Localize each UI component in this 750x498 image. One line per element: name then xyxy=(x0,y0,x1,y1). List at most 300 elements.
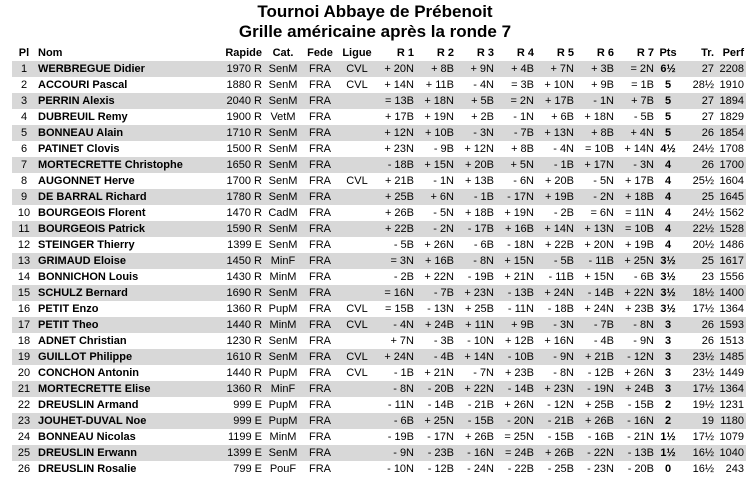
cell-round-1: + 20N xyxy=(376,61,416,77)
cell-federation: FRA xyxy=(302,445,338,461)
cell-round-7: + 22N xyxy=(616,285,656,301)
cell-category: MinF xyxy=(264,253,302,269)
cell-rating: 1710 R xyxy=(212,125,264,141)
cell-name: STEINGER Thierry xyxy=(36,237,212,253)
cell-name: CONCHON Antonin xyxy=(36,365,212,381)
cell-round-7: + 7B xyxy=(616,93,656,109)
cell-points: 5 xyxy=(656,125,680,141)
cell-rating: 1700 R xyxy=(212,173,264,189)
cell-round-3: - 8N xyxy=(456,253,496,269)
cell-name: BOURGEOIS Patrick xyxy=(36,221,212,237)
cell-round-1: - 11N xyxy=(376,397,416,413)
cell-round-1: + 22B xyxy=(376,221,416,237)
cell-round-3: + 9N xyxy=(456,61,496,77)
cell-round-1: + 7N xyxy=(376,333,416,349)
header-performance: Perf xyxy=(722,47,744,59)
header-round-3: R 3 xyxy=(476,47,494,59)
cell-federation: FRA xyxy=(302,157,338,173)
cell-federation: FRA xyxy=(302,109,338,125)
table-row xyxy=(12,285,746,301)
cell-round-5: - 8N xyxy=(536,365,576,381)
cell-name: BONNEAU Nicolas xyxy=(36,429,212,445)
cell-round-4: - 13B xyxy=(496,285,536,301)
cell-rating: 1590 R xyxy=(212,221,264,237)
cell-round-4: - 10B xyxy=(496,349,536,365)
cell-place: 8 xyxy=(12,173,36,189)
cell-name: PERRIN Alexis xyxy=(36,93,212,109)
cell-place: 3 xyxy=(12,93,36,109)
cell-rating: 1399 E xyxy=(212,237,264,253)
cell-round-4: + 16B xyxy=(496,221,536,237)
cell-name: PETIT Enzo xyxy=(36,301,212,317)
cell-round-6: - 1N xyxy=(576,93,616,109)
table-row xyxy=(12,413,746,429)
cell-rating: 1450 R xyxy=(212,253,264,269)
cell-category: CadM xyxy=(264,205,302,221)
table-row xyxy=(12,157,746,173)
cell-round-2: - 1N xyxy=(416,173,456,189)
cell-name: DREUSLIN Rosalie xyxy=(36,461,212,477)
cell-performance: 1910 xyxy=(716,77,746,93)
cell-tiebreak: 24½ xyxy=(680,141,716,157)
cell-round-5: + 23N xyxy=(536,381,576,397)
cell-round-1: - 2B xyxy=(376,269,416,285)
cell-round-5: - 12N xyxy=(536,397,576,413)
header-round-6: R 6 xyxy=(596,47,614,59)
cell-league xyxy=(338,93,376,109)
cell-federation: FRA xyxy=(302,397,338,413)
cell-performance: 1231 xyxy=(716,397,746,413)
cell-round-3: + 2B xyxy=(456,109,496,125)
cell-category: MinM xyxy=(264,429,302,445)
cell-round-7: - 16N xyxy=(616,413,656,429)
cell-tiebreak: 20½ xyxy=(680,237,716,253)
cell-round-3: + 5B xyxy=(456,93,496,109)
cell-name: BONNEAU Alain xyxy=(36,125,212,141)
cell-round-4: + 15N xyxy=(496,253,536,269)
cell-place: 17 xyxy=(12,317,36,333)
cell-round-7: = 1B xyxy=(616,77,656,93)
cell-round-7: - 3N xyxy=(616,157,656,173)
cell-category: SenM xyxy=(264,349,302,365)
cell-round-1: + 14N xyxy=(376,77,416,93)
cell-name: ADNET Christian xyxy=(36,333,212,349)
table-row xyxy=(12,349,746,365)
cell-round-1: = 13B xyxy=(376,93,416,109)
cell-round-2: - 17N xyxy=(416,429,456,445)
cell-performance: 1449 xyxy=(716,365,746,381)
cell-place: 9 xyxy=(12,189,36,205)
cell-round-5: - 4N xyxy=(536,141,576,157)
cell-performance: 1617 xyxy=(716,253,746,269)
cell-round-6: - 16B xyxy=(576,429,616,445)
cell-points: 5 xyxy=(656,77,680,93)
header-category: Cat. xyxy=(272,47,294,59)
cell-federation: FRA xyxy=(302,173,338,189)
cell-round-6: - 22N xyxy=(576,445,616,461)
cell-round-7: - 13B xyxy=(616,445,656,461)
cell-round-4: + 21N xyxy=(496,269,536,285)
cell-tiebreak: 26 xyxy=(680,125,716,141)
cell-round-6: = 6N xyxy=(576,205,616,221)
header-tiebreak: Tr. xyxy=(701,47,714,59)
cell-round-5: + 20B xyxy=(536,173,576,189)
cell-round-1: - 5B xyxy=(376,237,416,253)
cell-tiebreak: 25 xyxy=(680,189,716,205)
cell-federation: FRA xyxy=(302,77,338,93)
table-row xyxy=(12,429,746,445)
cell-place: 14 xyxy=(12,269,36,285)
cell-tiebreak: 17½ xyxy=(680,429,716,445)
cell-federation: FRA xyxy=(302,365,338,381)
cell-rating: 1230 R xyxy=(212,333,264,349)
table-row xyxy=(12,205,746,221)
cell-performance: 1485 xyxy=(716,349,746,365)
cell-name: GRIMAUD Eloise xyxy=(36,253,212,269)
cell-tiebreak: 16½ xyxy=(680,445,716,461)
cell-performance: 1364 xyxy=(716,301,746,317)
cell-league xyxy=(338,253,376,269)
cell-round-1: - 10N xyxy=(376,461,416,477)
cell-name: DREUSLIN Erwann xyxy=(36,445,212,461)
cell-category: MinM xyxy=(264,317,302,333)
cell-points: 3½ xyxy=(656,253,680,269)
cell-performance: 1894 xyxy=(716,93,746,109)
cell-round-4: - 7B xyxy=(496,125,536,141)
header-round-4: R 4 xyxy=(516,47,534,59)
cell-round-4: + 19N xyxy=(496,205,536,221)
cell-rating: 1880 R xyxy=(212,77,264,93)
cell-round-5: + 16N xyxy=(536,333,576,349)
cell-rating: 1650 R xyxy=(212,157,264,173)
cell-round-4: - 20N xyxy=(496,413,536,429)
header-row xyxy=(12,45,746,61)
cell-league xyxy=(338,205,376,221)
cell-league: CVL xyxy=(338,365,376,381)
cell-league xyxy=(338,429,376,445)
table-row xyxy=(12,445,746,461)
cell-round-2: - 14B xyxy=(416,397,456,413)
cell-points: 1½ xyxy=(656,445,680,461)
cell-league xyxy=(338,141,376,157)
cell-rating: 1440 R xyxy=(212,317,264,333)
table-row xyxy=(12,237,746,253)
cell-round-2: - 4B xyxy=(416,349,456,365)
cell-federation: FRA xyxy=(302,461,338,477)
cell-round-4: + 23B xyxy=(496,365,536,381)
table-row xyxy=(12,221,746,237)
cell-league xyxy=(338,269,376,285)
cell-place: 15 xyxy=(12,285,36,301)
table-body xyxy=(12,61,746,477)
cell-tiebreak: 24½ xyxy=(680,205,716,221)
cell-federation: FRA xyxy=(302,125,338,141)
header-league: Ligue xyxy=(342,47,372,59)
cell-points: 3 xyxy=(656,365,680,381)
cell-tiebreak: 23½ xyxy=(680,349,716,365)
cell-tiebreak: 27 xyxy=(680,109,716,125)
cell-rating: 999 E xyxy=(212,413,264,429)
cell-round-6: + 17N xyxy=(576,157,616,173)
cell-rating: 1780 R xyxy=(212,189,264,205)
cell-round-3: + 18B xyxy=(456,205,496,221)
cell-performance: 1364 xyxy=(716,381,746,397)
cell-round-5: + 26B xyxy=(536,445,576,461)
cell-federation: FRA xyxy=(302,93,338,109)
cell-round-1: - 4N xyxy=(376,317,416,333)
table-row xyxy=(12,253,746,269)
cell-round-1: = 3N xyxy=(376,253,416,269)
cell-category: MinM xyxy=(264,269,302,285)
cell-round-3: - 10N xyxy=(456,333,496,349)
cell-tiebreak: 25½ xyxy=(680,173,716,189)
cell-round-5: - 2B xyxy=(536,205,576,221)
cell-round-7: - 8N xyxy=(616,317,656,333)
cell-place: 6 xyxy=(12,141,36,157)
cell-round-3: - 15B xyxy=(456,413,496,429)
cell-rating: 1399 E xyxy=(212,445,264,461)
cell-place: 19 xyxy=(12,349,36,365)
table-row xyxy=(12,141,746,157)
cell-league xyxy=(338,237,376,253)
cell-category: SenM xyxy=(264,221,302,237)
cell-round-5: - 1B xyxy=(536,157,576,173)
cell-round-6: + 24N xyxy=(576,301,616,317)
cell-round-3: - 7N xyxy=(456,365,496,381)
cell-tiebreak: 22½ xyxy=(680,221,716,237)
cell-name: DUBREUIL Remy xyxy=(36,109,212,125)
cell-points: 4 xyxy=(656,189,680,205)
cell-place: 22 xyxy=(12,397,36,413)
cell-category: SenM xyxy=(264,141,302,157)
cell-category: SenM xyxy=(264,285,302,301)
cell-round-5: + 10N xyxy=(536,77,576,93)
cell-rating: 1900 R xyxy=(212,109,264,125)
cell-category: PupM xyxy=(264,365,302,381)
cell-round-4: - 14B xyxy=(496,381,536,397)
cell-round-4: = 2N xyxy=(496,93,536,109)
cell-round-2: + 15N xyxy=(416,157,456,173)
cell-round-7: + 23B xyxy=(616,301,656,317)
cell-round-6: - 4B xyxy=(576,333,616,349)
cell-round-1: - 8N xyxy=(376,381,416,397)
table-row xyxy=(12,269,746,285)
cell-tiebreak: 17½ xyxy=(680,301,716,317)
cell-round-2: + 24B xyxy=(416,317,456,333)
cell-federation: FRA xyxy=(302,141,338,157)
header-round-5: R 5 xyxy=(556,47,574,59)
cell-performance: 1400 xyxy=(716,285,746,301)
cell-tiebreak: 23 xyxy=(680,269,716,285)
cell-league: CVL xyxy=(338,61,376,77)
cell-round-7: = 11N xyxy=(616,205,656,221)
cell-place: 26 xyxy=(12,461,36,477)
cell-round-1: + 23N xyxy=(376,141,416,157)
cell-league xyxy=(338,109,376,125)
cell-round-3: + 26B xyxy=(456,429,496,445)
cell-category: VetM xyxy=(264,109,302,125)
cell-place: 7 xyxy=(12,157,36,173)
cell-rating: 1440 R xyxy=(212,365,264,381)
cell-round-4: - 1N xyxy=(496,109,536,125)
cell-round-2: + 16B xyxy=(416,253,456,269)
cell-round-1: + 17B xyxy=(376,109,416,125)
cell-performance: 2208 xyxy=(716,61,746,77)
cell-place: 11 xyxy=(12,221,36,237)
table-row xyxy=(12,301,746,317)
cell-round-6: + 9B xyxy=(576,77,616,93)
header-round-1: R 1 xyxy=(396,47,414,59)
cell-round-7: + 19B xyxy=(616,237,656,253)
cell-points: 3 xyxy=(656,349,680,365)
cell-place: 5 xyxy=(12,125,36,141)
cell-round-6: - 7B xyxy=(576,317,616,333)
header-name: Nom xyxy=(38,47,63,59)
cell-round-6: - 11B xyxy=(576,253,616,269)
cell-round-2: + 21N xyxy=(416,365,456,381)
cell-rating: 1360 R xyxy=(212,381,264,397)
cell-place: 16 xyxy=(12,301,36,317)
cell-rating: 1199 E xyxy=(212,429,264,445)
cell-round-2: + 10B xyxy=(416,125,456,141)
cell-rating: 1690 R xyxy=(212,285,264,301)
cell-federation: FRA xyxy=(302,61,338,77)
cell-category: MinF xyxy=(264,381,302,397)
cell-tiebreak: 27 xyxy=(680,61,716,77)
cell-round-2: + 19N xyxy=(416,109,456,125)
cell-federation: FRA xyxy=(302,413,338,429)
cell-round-5: - 11B xyxy=(536,269,576,285)
cell-place: 12 xyxy=(12,237,36,253)
cell-place: 13 xyxy=(12,253,36,269)
cell-federation: FRA xyxy=(302,221,338,237)
cell-points: 3 xyxy=(656,317,680,333)
cell-rating: 1970 R xyxy=(212,61,264,77)
table-row xyxy=(12,333,746,349)
cell-name: BOURGEOIS Florent xyxy=(36,205,212,221)
cell-round-4: + 5N xyxy=(496,157,536,173)
cell-rating: 1500 R xyxy=(212,141,264,157)
cell-rating: 1430 R xyxy=(212,269,264,285)
cell-round-3: + 14N xyxy=(456,349,496,365)
header-points: Pts xyxy=(659,47,677,59)
cell-category: SenM xyxy=(264,61,302,77)
cell-round-7: + 14N xyxy=(616,141,656,157)
cell-performance: 1180 xyxy=(716,413,746,429)
cell-rating: 1470 R xyxy=(212,205,264,221)
cell-federation: FRA xyxy=(302,381,338,397)
cell-points: 5 xyxy=(656,93,680,109)
cell-round-2: + 11B xyxy=(416,77,456,93)
cell-round-2: - 5N xyxy=(416,205,456,221)
cell-round-2: + 25N xyxy=(416,413,456,429)
cell-place: 1 xyxy=(12,61,36,77)
cell-round-4: + 26N xyxy=(496,397,536,413)
cell-name: DREUSLIN Armand xyxy=(36,397,212,413)
cell-round-1: - 6B xyxy=(376,413,416,429)
cell-round-7: + 17B xyxy=(616,173,656,189)
cell-round-7: - 15B xyxy=(616,397,656,413)
cell-performance: 1604 xyxy=(716,173,746,189)
cell-round-2: + 6N xyxy=(416,189,456,205)
cell-round-5: - 3N xyxy=(536,317,576,333)
cell-category: SenM xyxy=(264,445,302,461)
cell-round-7: = 2N xyxy=(616,61,656,77)
cell-place: 4 xyxy=(12,109,36,125)
cell-round-4: - 22B xyxy=(496,461,536,477)
header-place: Pl xyxy=(18,47,30,59)
cell-category: SenM xyxy=(264,125,302,141)
cell-category: SenM xyxy=(264,173,302,189)
cell-name: ACCOURI Pascal xyxy=(36,77,212,93)
cell-league: CVL xyxy=(338,301,376,317)
cell-place: 21 xyxy=(12,381,36,397)
cell-category: SenM xyxy=(264,93,302,109)
cell-round-1: - 1B xyxy=(376,365,416,381)
cell-round-6: = 10B xyxy=(576,141,616,157)
cell-round-6: + 20N xyxy=(576,237,616,253)
cell-league xyxy=(338,333,376,349)
cell-points: 3½ xyxy=(656,285,680,301)
cell-name: DE BARRAL Richard xyxy=(36,189,212,205)
cell-tiebreak: 16½ xyxy=(680,461,716,477)
header-federation: Fede xyxy=(307,47,333,59)
cell-name: GUILLOT Philippe xyxy=(36,349,212,365)
cell-round-1: + 24N xyxy=(376,349,416,365)
cell-rating: 999 E xyxy=(212,397,264,413)
cell-round-7: - 20B xyxy=(616,461,656,477)
cell-place: 25 xyxy=(12,445,36,461)
cell-round-5: + 17B xyxy=(536,93,576,109)
cell-league: CVL xyxy=(338,317,376,333)
cell-round-4: - 11N xyxy=(496,301,536,317)
cell-points: 1½ xyxy=(656,429,680,445)
cell-federation: FRA xyxy=(302,349,338,365)
cell-round-1: - 18B xyxy=(376,157,416,173)
cell-place: 10 xyxy=(12,205,36,221)
cell-round-3: + 13B xyxy=(456,173,496,189)
cell-round-2: - 23B xyxy=(416,445,456,461)
cell-federation: FRA xyxy=(302,285,338,301)
cell-league xyxy=(338,189,376,205)
cell-federation: FRA xyxy=(302,317,338,333)
cell-round-5: - 9N xyxy=(536,349,576,365)
cell-place: 20 xyxy=(12,365,36,381)
cell-league xyxy=(338,381,376,397)
cell-name: MORTECRETTE Elise xyxy=(36,381,212,397)
cell-round-6: - 19N xyxy=(576,381,616,397)
cell-league xyxy=(338,397,376,413)
cell-round-7: - 9N xyxy=(616,333,656,349)
cell-category: PupM xyxy=(264,301,302,317)
cell-tiebreak: 25 xyxy=(680,253,716,269)
cell-round-6: + 25B xyxy=(576,397,616,413)
cell-name: AUGONNET Herve xyxy=(36,173,212,189)
cell-performance: 1700 xyxy=(716,157,746,173)
table-row xyxy=(12,381,746,397)
cell-points: 6½ xyxy=(656,61,680,77)
cell-round-3: - 24N xyxy=(456,461,496,477)
cell-round-3: - 4N xyxy=(456,77,496,93)
cell-category: PupM xyxy=(264,397,302,413)
cell-round-5: + 14N xyxy=(536,221,576,237)
cell-performance: 1079 xyxy=(716,429,746,445)
cell-rating: 1360 R xyxy=(212,301,264,317)
cell-round-6: + 21B xyxy=(576,349,616,365)
cell-league: CVL xyxy=(338,349,376,365)
cell-round-4: - 17N xyxy=(496,189,536,205)
cell-name: SCHULZ Bernard xyxy=(36,285,212,301)
